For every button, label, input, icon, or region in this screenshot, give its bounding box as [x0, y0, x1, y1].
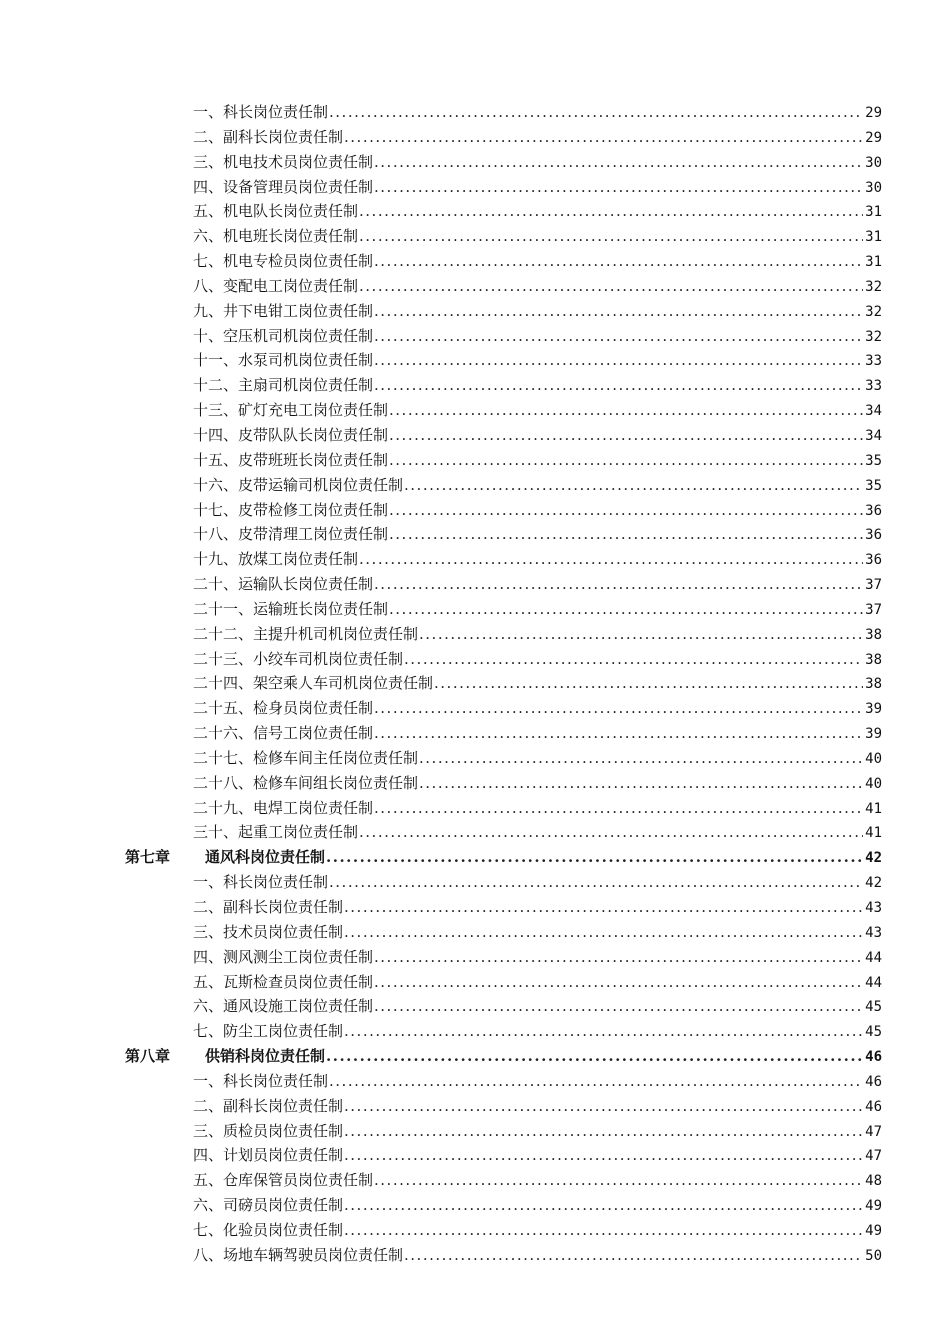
- toc-entry[interactable]: [0, 820, 950, 845]
- toc-entry[interactable]: [0, 671, 950, 696]
- toc-page-number: 42: [865, 875, 882, 892]
- toc-entry[interactable]: [0, 150, 950, 175]
- dot-leader: [419, 746, 863, 771]
- toc-page-number: 35: [865, 477, 882, 494]
- dot-leader: [374, 1168, 863, 1193]
- toc-page-number: 34: [865, 403, 882, 420]
- toc-entry[interactable]: [0, 746, 950, 771]
- toc-entry[interactable]: [0, 1243, 950, 1268]
- toc-page-number: 45: [865, 1024, 882, 1041]
- toc-entry[interactable]: [0, 547, 950, 572]
- dot-leader: [374, 175, 863, 200]
- toc-entry-title: 十五、皮带班班长岗位责任制: [193, 450, 389, 469]
- toc-entry-title: 二十、运输队长岗位责任制: [193, 575, 374, 594]
- toc-entry-title: 八、场地车辆驾驶员岗位责任制: [193, 1245, 404, 1264]
- dot-leader: [389, 522, 863, 547]
- toc-page-number: 47: [865, 1148, 882, 1165]
- dot-leader: [374, 348, 863, 373]
- dot-leader: [359, 547, 863, 572]
- toc-page-number: 36: [865, 527, 882, 544]
- toc-chapter-heading[interactable]: [0, 1044, 950, 1069]
- toc-page-number: 49: [865, 1222, 882, 1239]
- dot-leader: [344, 1193, 863, 1218]
- toc-entry-title: 一、科长岗位责任制: [193, 1071, 329, 1090]
- toc-page-number: 42: [865, 850, 882, 867]
- toc-entry-title: 二、副科长岗位责任制: [193, 898, 344, 916]
- dot-leader: [374, 150, 863, 175]
- toc-entry-title: 七、化验员岗位责任制: [193, 1220, 344, 1239]
- toc-page-number: 40: [865, 775, 882, 792]
- toc-page-number: 37: [865, 601, 882, 618]
- dot-leader: [374, 696, 863, 721]
- toc-entry-title: 三十、起重工岗位责任制: [193, 823, 359, 842]
- toc-entry-title: 四、设备管理员岗位责任制: [193, 177, 374, 196]
- toc-page-number: 29: [865, 129, 882, 146]
- toc-entry-title: 二十三、小绞车司机岗位责任制: [193, 649, 404, 668]
- toc-entry-title: 九、井下电钳工岗位责任制: [193, 301, 374, 320]
- toc-entry[interactable]: [0, 1094, 950, 1119]
- dot-leader: [389, 448, 863, 473]
- toc-entry[interactable]: [0, 473, 950, 498]
- toc-entry-title: 十三、矿灯充电工岗位责任制: [193, 401, 389, 420]
- toc-entry[interactable]: [0, 771, 950, 796]
- dot-leader: [329, 100, 863, 125]
- toc-entry[interactable]: [0, 1069, 950, 1094]
- toc-page-number: 34: [865, 427, 882, 444]
- dot-leader: [389, 398, 863, 423]
- toc-entry-title: 十二、主扇司机岗位责任制: [193, 376, 374, 395]
- toc-page-number: 38: [865, 626, 882, 643]
- toc-entry-title: 二十七、检修车间主任岗位责任制: [193, 748, 419, 767]
- toc-entry-title: 五、瓦斯检查员岗位责任制: [193, 972, 374, 991]
- toc-chapter-heading[interactable]: [0, 845, 950, 870]
- toc-page-number: 50: [865, 1247, 882, 1264]
- toc-entry-title: 二十八、检修车间组长岗位责任制: [193, 773, 419, 792]
- toc-page-number: 32: [865, 303, 882, 320]
- toc-entry-title: 八、变配电工岗位责任制: [193, 276, 359, 295]
- toc-page-number: 48: [865, 1173, 882, 1190]
- toc-entry[interactable]: [0, 100, 950, 125]
- toc-entry-title: 二、副科长岗位责任制: [193, 127, 344, 146]
- dot-leader: [359, 274, 863, 299]
- toc-entry[interactable]: [0, 175, 950, 200]
- toc-entry-title: 十一、水泵司机岗位责任制: [193, 351, 374, 370]
- toc-page-number: 49: [865, 1198, 882, 1215]
- dot-leader: [344, 920, 863, 945]
- dot-leader: [419, 622, 863, 647]
- toc-page-number: 32: [865, 328, 882, 345]
- dot-leader: [389, 498, 863, 523]
- toc-page-number: 43: [865, 900, 882, 916]
- dot-leader: [374, 970, 863, 995]
- toc-entry-title: 四、计划员岗位责任制: [193, 1146, 344, 1165]
- toc-page-number: 30: [865, 154, 882, 171]
- dot-leader: [344, 1094, 863, 1119]
- toc-entry[interactable]: [0, 398, 950, 423]
- toc-entry[interactable]: [0, 274, 950, 299]
- dot-leader: [374, 945, 863, 970]
- dot-leader: [434, 671, 863, 696]
- toc-page-number: 43: [865, 924, 882, 941]
- dot-leader: [419, 771, 863, 796]
- toc-entry[interactable]: [0, 199, 950, 224]
- toc-entry[interactable]: [0, 423, 950, 448]
- toc-page-number: 31: [865, 204, 882, 221]
- toc-page-number: 46: [865, 1073, 882, 1090]
- dot-leader: [374, 796, 863, 821]
- toc-entry-title: 十、空压机司机岗位责任制: [193, 326, 374, 345]
- toc-page-number: 46: [865, 1098, 882, 1115]
- dot-leader: [404, 473, 863, 498]
- dot-leader: [326, 1044, 863, 1069]
- toc-entry[interactable]: [0, 696, 950, 721]
- dot-leader: [344, 1143, 863, 1168]
- toc-page-number: 39: [865, 726, 882, 743]
- toc-entry[interactable]: [0, 249, 950, 274]
- dot-leader: [344, 1119, 863, 1144]
- dot-leader: [344, 1019, 863, 1044]
- toc-entry-title: 七、机电专检员岗位责任制: [193, 252, 374, 271]
- toc-entry-title: 十六、皮带运输司机岗位责任制: [193, 475, 404, 494]
- toc-page-number: 32: [865, 278, 882, 295]
- toc-page-number: 46: [865, 1049, 882, 1066]
- toc-entry[interactable]: [0, 324, 950, 349]
- toc-entry[interactable]: [0, 448, 950, 473]
- toc-page-number: 30: [865, 179, 882, 196]
- toc-page-number: 36: [865, 552, 882, 569]
- dot-leader: [326, 845, 863, 870]
- dot-leader: [374, 249, 863, 274]
- toc-entry-title: 三、技术员岗位责任制: [193, 922, 344, 941]
- toc-page-number: 41: [865, 825, 882, 842]
- toc-entry-title: 六、通风设施工岗位责任制: [193, 997, 374, 1016]
- dot-leader: [344, 125, 863, 150]
- toc-entry[interactable]: [0, 622, 950, 647]
- toc-page-number: 36: [865, 502, 882, 519]
- toc-entry-title: 十四、皮带队队长岗位责任制: [193, 425, 389, 444]
- toc-entry-title: 三、质检员岗位责任制: [193, 1121, 344, 1140]
- chapter-title: 通风科岗位责任制: [205, 848, 326, 867]
- toc-entry-title: 三、机电技术员岗位责任制: [193, 152, 374, 171]
- toc-entry[interactable]: [0, 373, 950, 398]
- toc-page-number: 33: [865, 378, 882, 395]
- toc-entry[interactable]: [0, 647, 950, 672]
- toc-page-number: 39: [865, 701, 882, 718]
- toc-page-number: 47: [865, 1123, 882, 1140]
- toc-entry-title: 二十六、信号工岗位责任制: [193, 724, 374, 743]
- toc-entry[interactable]: [0, 224, 950, 249]
- toc-entry-title: 十七、皮带检修工岗位责任制: [193, 500, 389, 519]
- toc-entry-title: 十九、放煤工岗位责任制: [193, 550, 359, 569]
- toc-entry-title: 六、司磅员岗位责任制: [193, 1196, 344, 1215]
- toc-entry[interactable]: [0, 299, 950, 324]
- toc-entry-title: 二十五、检身员岗位责任制: [193, 699, 374, 718]
- dot-leader: [359, 224, 863, 249]
- dot-leader: [329, 870, 863, 895]
- toc-page-number: 33: [865, 353, 882, 370]
- chapter-number: 第八章: [125, 1047, 171, 1066]
- toc-entry[interactable]: [0, 1019, 950, 1044]
- toc-entry[interactable]: [0, 1119, 950, 1144]
- toc-entry-title: 一、科长岗位责任制: [193, 103, 329, 121]
- toc-entry[interactable]: [0, 522, 950, 547]
- chapter-number: 第七章: [125, 848, 171, 867]
- toc-page-number: 44: [865, 949, 882, 966]
- dot-leader: [389, 423, 863, 448]
- table-of-contents: [0, 100, 950, 1268]
- toc-entry-title: 六、机电班长岗位责任制: [193, 227, 359, 246]
- toc-entry[interactable]: [0, 125, 950, 150]
- toc-entry-title: 五、仓库保管员岗位责任制: [193, 1171, 374, 1190]
- toc-entry[interactable]: [0, 870, 950, 895]
- dot-leader: [329, 1069, 863, 1094]
- toc-page-number: 38: [865, 676, 882, 693]
- toc-page-number: 35: [865, 452, 882, 469]
- dot-leader: [344, 895, 863, 920]
- toc-entry-title: 一、科长岗位责任制: [193, 873, 329, 892]
- toc-entry[interactable]: [0, 994, 950, 1019]
- toc-entry-title: 二十四、架空乘人车司机岗位责任制: [193, 674, 434, 693]
- dot-leader: [344, 1218, 863, 1243]
- toc-page-number: 40: [865, 750, 882, 767]
- toc-entry[interactable]: [0, 348, 950, 373]
- toc-page-number: 45: [865, 999, 882, 1016]
- toc-entry-title: 二、副科长岗位责任制: [193, 1096, 344, 1115]
- toc-entry[interactable]: [0, 796, 950, 821]
- toc-entry[interactable]: [0, 1193, 950, 1218]
- dot-leader: [359, 199, 863, 224]
- dot-leader: [374, 324, 863, 349]
- dot-leader: [374, 994, 863, 1019]
- toc-entry-title: 十八、皮带清理工岗位责任制: [193, 525, 389, 544]
- dot-leader: [389, 597, 863, 622]
- toc-page-number: 37: [865, 577, 882, 594]
- toc-page-number: 44: [865, 974, 882, 991]
- toc-entry-title: 四、测风测尘工岗位责任制: [193, 947, 374, 966]
- toc-entry[interactable]: [0, 572, 950, 597]
- toc-entry-title: 二十九、电焊工岗位责任制: [193, 798, 374, 817]
- dot-leader: [374, 299, 863, 324]
- toc-entry[interactable]: [0, 945, 950, 970]
- toc-entry[interactable]: [0, 970, 950, 995]
- toc-entry[interactable]: [0, 895, 950, 920]
- toc-entry[interactable]: [0, 1143, 950, 1168]
- dot-leader: [359, 820, 863, 845]
- toc-entry[interactable]: [0, 920, 950, 945]
- dot-leader: [374, 373, 863, 398]
- toc-entry[interactable]: [0, 721, 950, 746]
- toc-page-number: 29: [865, 105, 882, 121]
- toc-entry[interactable]: [0, 1168, 950, 1193]
- toc-page-number: 41: [865, 800, 882, 817]
- toc-page-number: 38: [865, 651, 882, 668]
- toc-entry[interactable]: [0, 1218, 950, 1243]
- dot-leader: [374, 721, 863, 746]
- toc-entry-title: 二十二、主提升机司机岗位责任制: [193, 624, 419, 643]
- dot-leader: [404, 1243, 863, 1268]
- toc-page-number: 31: [865, 254, 882, 271]
- chapter-title: 供销科岗位责任制: [205, 1047, 326, 1066]
- dot-leader: [404, 647, 863, 672]
- toc-entry[interactable]: [0, 597, 950, 622]
- toc-entry[interactable]: [0, 498, 950, 523]
- toc-entry-title: 七、防尘工岗位责任制: [193, 1022, 344, 1041]
- dot-leader: [374, 572, 863, 597]
- toc-entry-title: 五、机电队长岗位责任制: [193, 202, 359, 221]
- toc-entry-title: 二十一、运输班长岗位责任制: [193, 599, 389, 618]
- toc-page-number: 31: [865, 229, 882, 246]
